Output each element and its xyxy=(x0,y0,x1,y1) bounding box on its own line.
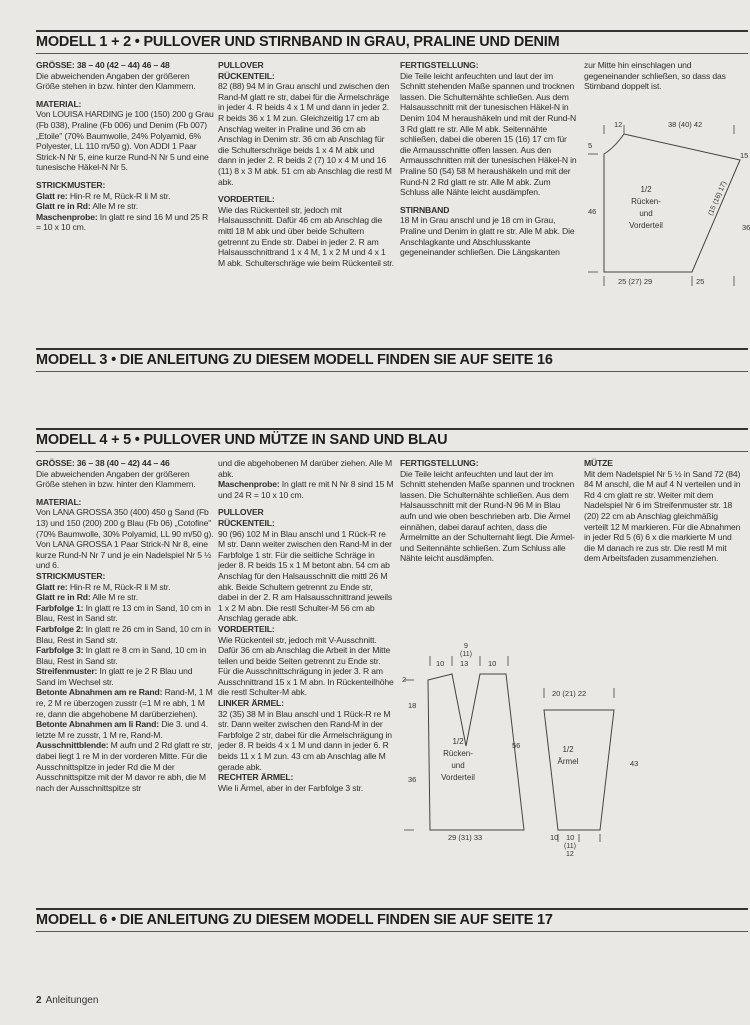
paragraph: Betonte Abnahmen am li Rand: Die 3. und 4. letzte M re zusstr, 1 M re, Rand-M. xyxy=(36,719,208,740)
s3-sleeve-center-2: Ärmel xyxy=(557,757,579,766)
paragraph: STRICKMUSTER: xyxy=(36,179,106,190)
s3-body-left-lower: 36 xyxy=(408,775,417,784)
s3-sleeve-right-side: 43 xyxy=(630,759,639,768)
s3-body-right-side: 56 xyxy=(512,741,521,750)
s3-col3-text xyxy=(400,458,578,564)
paragraph: Wie das Rückenteil str, jedoch mit Halsausschnitt. Dafür 46 cm ab Anschlag die mittl 18 M abk und über beide Schultern getrennt zu Ende str. Dabei in jeder 2. R am Halsausschnittrand 1 x 4 M, 1 x 2 M und 4 x 1 M abk. Schulterschräge wie beim Rückenteil str. xyxy=(218,204,394,268)
s3-body-left-small: 2 xyxy=(402,675,407,684)
paragraph: RECHTER ÄRMEL: xyxy=(218,772,294,783)
paragraph: und die abgehobenen M darüber ziehen. Alle M abk. xyxy=(218,458,392,479)
paragraph: Glatt re in Rd: Alle M re str. xyxy=(36,201,138,212)
s3-col4-text xyxy=(584,458,744,564)
section-header-modell-4-5: MODELL 4 + 5 • PULLOVER UND MÜTZE IN SAND UND BLAU xyxy=(36,428,748,452)
s3-body-top-mid-b: (11) xyxy=(460,651,472,658)
s3-body-top-right: 10 xyxy=(488,659,497,668)
s3-sleeve-bottom-a: 10 xyxy=(550,833,559,842)
paragraph: Mit dem Nadelspiel Nr 5 ½ in Sand 72 (84) 84 M anschl, die M auf 4 N verteilen und in Rd 4 cm glatt re str. Weiter mit dem Nadelspiel Nr 6 im Streifenmuster str. 18 (20) 22 cm ab Anschlag gleichmäßig verteilt 12 M markieren. Für die Abnahmen in jeder Rd 5 (6) 6 x die markierte M und die M danach re zus str. Die restl M mit dem Arbeitsfaden zusammenziehen. xyxy=(584,468,741,564)
s1-diag-center-3: und xyxy=(639,209,653,218)
paragraph: FERTIGSTELLUNG: xyxy=(400,458,479,468)
paragraph: Farbfolge 3: In glatt re 8 cm in Sand, 10 cm in Blau, Rest in Sand str. xyxy=(36,645,207,666)
paragraph: STRICKMUSTER: xyxy=(36,570,106,581)
paragraph: 18 M in Grau anschl und je 18 cm in Grau, Praline und Denim in glatt re str. Alle M abk. Die Anschlagkante und Abschlusskante gegeneinander schließen. Die Längskanten xyxy=(400,215,575,258)
paragraph: GRÖSSE: 36 – 38 (40 – 42) 44 – 46 xyxy=(36,458,170,468)
s1-diag-center-1: 1/2 xyxy=(640,185,652,194)
page-footer xyxy=(36,995,98,1006)
paragraph: GRÖSSE: 38 – 40 (42 – 44) 46 – 48 xyxy=(36,60,170,70)
paragraph: Maschenprobe: In glatt re sind 16 M und 25 R = 10 x 10 cm. xyxy=(36,211,209,233)
paragraph: MATERIAL: xyxy=(36,98,82,109)
paragraph: Maschenprobe: In glatt re mit N Nr 8 sind 15 M und 24 R = 10 x 10 cm. xyxy=(218,479,394,500)
s1-diag-left-small: 5 xyxy=(588,141,593,150)
s3-body-bottom: 29 (31) 33 xyxy=(448,833,483,842)
section-header-modell-3: MODELL 3 • DIE ANLEITUNG ZU DIESEM MODELL FINDEN SIE AUF SEITE 16 xyxy=(36,348,748,372)
s3-body-top-mid-a: 9 xyxy=(464,643,468,650)
s1-diag-top-right: 38 (40) 42 xyxy=(668,120,703,129)
section-header-modell-6: MODELL 6 • DIE ANLEITUNG ZU DIESEM MODELL FINDEN SIE AUF SEITE 17 xyxy=(36,908,748,932)
s1-diag-center-4: Vorderteil xyxy=(629,221,663,230)
s1-diag-left-mid: 46 xyxy=(588,207,597,216)
paragraph: FERTIGSTELLUNG: xyxy=(400,60,479,70)
paragraph: RÜCKENTEIL: xyxy=(218,517,275,528)
page-number: 2 xyxy=(36,995,42,1006)
s1-col1-text xyxy=(36,60,214,233)
paragraph: Die Teile leicht anfeuchten und laut der im Schnitt stehenden Maße spannen und trocknen lassen. Die Schulternähte schließen. Aus dem Halsausschnitt mit der tunesischen Häkel-N in Denim 104 M heraushäkeln und mit der Rund-N 3 Rd glatt re str. Alle M abk. Seitennähte schließen, dabei die oberen 15 (16) 17 cm für die Armausschnitte offen lassen. Aus den Armausschnitten mit der tunesischen Häkel-N in Praline 50 (54) 58 M heraushäkeln und mit der Rund-N 2 Rd glatt re str. Alle M abk. Zum Schluss alle Nähte leicht ausdämpfen. xyxy=(400,70,577,198)
s3-body-top-center: 13 xyxy=(460,659,469,668)
paragraph: Farbfolge 1: In glatt re 13 cm in Sand, 10 cm in Blau, Rest in Sand str. xyxy=(36,602,211,624)
paragraph: PULLOVER xyxy=(218,507,264,518)
s1-col3-text xyxy=(400,60,578,258)
s1-diag-top-left: 12 xyxy=(614,120,623,129)
paragraph: 82 (88) 94 M in Grau anschl und zwischen den Rand-M glatt re str, dabei für die Ärmelschräge in jeder 4. R beids 4 x 1 M und dann in jeder 2. R beids 36 x 1 M zun. Gleichzeitig 17 cm ab Anschlag weiter in Praline und 36 cm ab Anschlag in Denim str. 36 cm ab Anschlag für die Schulterschräge beids 1 x 4 M abk und dann in jeder 2. R beids 2 (7) 10 x 4 M und 16 (11) 8 x 3 M abk. 51 cm ab Anschlag die restl M abk. xyxy=(218,81,392,187)
paragraph: LINKER ÄRMEL: xyxy=(218,698,284,709)
paragraph: zur Mitte hin einschlagen und gegeneinander schließen, so dass das Stirnband doppelt ist. xyxy=(584,60,726,92)
s1-pattern-diagram xyxy=(584,112,750,292)
paragraph: Ausschnittblende: M aufn und 2 Rd glatt re str, dabei liegt 1 re M in der vorderen Mitte. Für die Ausschnittspitze in jeder Rd die M der Ausschnittspitze mit der M davor re abh, die M nach der Ausschnittspitze str xyxy=(36,740,213,793)
paragraph: Die Teile leicht anfeuchten und laut der im Schnitt stehenden Maße spannen und trocknen lassen. Die Schulternähte schließen. Aus dem Halsausschnitt mit der Rund-N 96 M in Blau aufn und wie oben beschrieben arb. Die Ärmel einnähen, dabei darauf achten, dass die Ärmelmitte an der Schulternaht liegt. Die Ärmel- und Seitennähte schließen. Zum Schluss alle Nähte leicht ausdämpfen. xyxy=(400,468,575,564)
s1-col2-text xyxy=(218,60,394,268)
paragraph: Betonte Abnahmen am re Rand: Rand-M, 1 M re, 2 M re überzogen zusstr (=1 M re abh, 1 M re, dann die abgehobene M darüberziehen). xyxy=(36,687,213,719)
s1-diag-center-2: Rücken- xyxy=(631,197,661,206)
s3-sleeve-diagram xyxy=(536,680,656,860)
s3-sleeve-center-1: 1/2 xyxy=(562,745,574,754)
s1-diag-bottom-left: 25 (27) 29 xyxy=(618,277,653,286)
paragraph: MATERIAL: xyxy=(36,496,82,507)
paragraph: MÜTZE xyxy=(584,458,613,468)
s1-col4-text xyxy=(584,60,744,92)
paragraph: VORDERTEIL: xyxy=(218,623,275,634)
paragraph: Glatt re: Hin-R re M, Rück-R li M str. xyxy=(36,581,171,592)
paragraph: Streifenmuster: In glatt re je 2 R Blau und Sand im Wechsel str. xyxy=(36,666,193,687)
s3-col2-text xyxy=(218,458,394,793)
s1-diag-diagonal: (15 (16) 17) xyxy=(707,180,729,217)
s3-col1-text xyxy=(36,458,214,793)
paragraph: VORDERTEIL: xyxy=(218,194,275,205)
s3-sleeve-top: 20 (21) 22 xyxy=(552,689,587,698)
paragraph: Die abweichenden Angaben der größeren Größe stehen in bzw. hinter den Klammern. xyxy=(36,70,196,92)
s3-body-center-4: Vorderteil xyxy=(441,773,475,782)
s1-diag-right-top: 15 xyxy=(740,151,749,160)
paragraph: 32 (35) 38 M in Blau anschl und 1 Rück-R re M str. Dann weiter zwischen den Rand-M in der Farbfolge 2 str, dabei für die Ärmelschrägung in jeder 8. R beids 4 x 1 M und dann in jeder 6. R beids 11 x 1 M zun. 43 cm ab Anschlag alle M gerade abk. xyxy=(218,708,392,772)
paragraph: Die abweichenden Angaben der größeren Größe stehen in bzw. hinter den Klammern. xyxy=(36,468,196,490)
s3-body-center-1: 1/2 xyxy=(452,737,464,746)
s3-sleeve-bottom-d: 12 xyxy=(566,851,574,858)
paragraph: Von LANA GROSSA 350 (400) 450 g Sand (Fb 13) und 150 (200) 200 g Blau (Fb 06) „Cotofine" (70% Baumwolle, 30% Polyamid, LL 90 m/50 g). Von LANA GROSSA 1 Paar Strick-N Nr 8, eine kurze Rund-N Nr 7 und je ein Nadelspiel Nr 5 ½ und 6. xyxy=(36,507,214,571)
s3-sleeve-bottom-c: (11) xyxy=(564,843,576,850)
paragraph: 90 (96) 102 M in Blau anschl und 1 Rück-R re M str. Dann weiter zwischen den Rand-M in der Farbfolge 1 str. Für die seitliche Schräge in jeder 8. R beids 15 x 1 M betont abn. 54 cm ab Anschlag für den Halsausschnitt die mittl 26 M abk. Beide Schultern getrennt zu Ende str, dabei in der 2. R am Halsausschnittrand jeweils 1 x 2 M abn. Die restl Schulter-M 56 cm ab Anschlag gerade abk. xyxy=(218,528,392,624)
section-header-modell-1-2: MODELL 1 + 2 • PULLOVER UND STIRNBAND IN GRAU, PRALINE UND DENIM xyxy=(36,30,748,54)
s1-diag-bottom-right: 25 xyxy=(696,277,705,286)
paragraph: Glatt re: Hin-R re M, Rück-R li M str. xyxy=(36,190,171,201)
paragraph: Wie li Ärmel, aber in der Farbfolge 3 str. xyxy=(218,782,364,793)
s3-body-center-2: Rücken- xyxy=(443,749,473,758)
s3-body-diagram xyxy=(400,640,530,860)
s3-body-center-3: und xyxy=(451,761,465,770)
paragraph: PULLOVER xyxy=(218,60,264,70)
paragraph: RÜCKENTEIL: xyxy=(218,70,275,81)
footer-label: Anleitungen xyxy=(45,995,99,1006)
paragraph: Von LOUISA HARDING je 100 (150) 200 g Grau (Fb 038), Praline (Fb 006) und Denim (Fb 007) „Etoile" (70% Baumwolle, 24% Polyamid, 6% Polyester, LL 110 m/50 g). Von ADDI 1 Paar Strick-N Nr 5, eine kurze Rund-N Nr 5 und eine tunesische Häkel-N Nr 5. xyxy=(36,109,214,173)
s1-diag-right-side: 36 xyxy=(742,223,750,232)
paragraph: Farbfolge 2: In glatt re 26 cm in Sand, 10 cm in Blau, Rest in Sand str. xyxy=(36,623,211,645)
paragraph: Wie Rückenteil str, jedoch mit V-Ausschnitt. Dafür 36 cm ab Anschlag die Arbeit in der Mitte teilen und beide Seiten getrennt zu Ende str. Für die Ausschnittschrägung in jeder 3. R am Ausschnittrand 15 x 1 M abn. In Rückenteilhöhe die restl Schulter-M abk. xyxy=(218,634,394,698)
s3-body-top-left: 10 xyxy=(436,659,445,668)
s3-sleeve-bottom-b: 10 xyxy=(566,833,575,842)
s3-body-left-upper: 18 xyxy=(408,701,417,710)
paragraph: STIRNBAND xyxy=(400,204,450,215)
paragraph: Glatt re in Rd: Alle M re str. xyxy=(36,592,138,603)
